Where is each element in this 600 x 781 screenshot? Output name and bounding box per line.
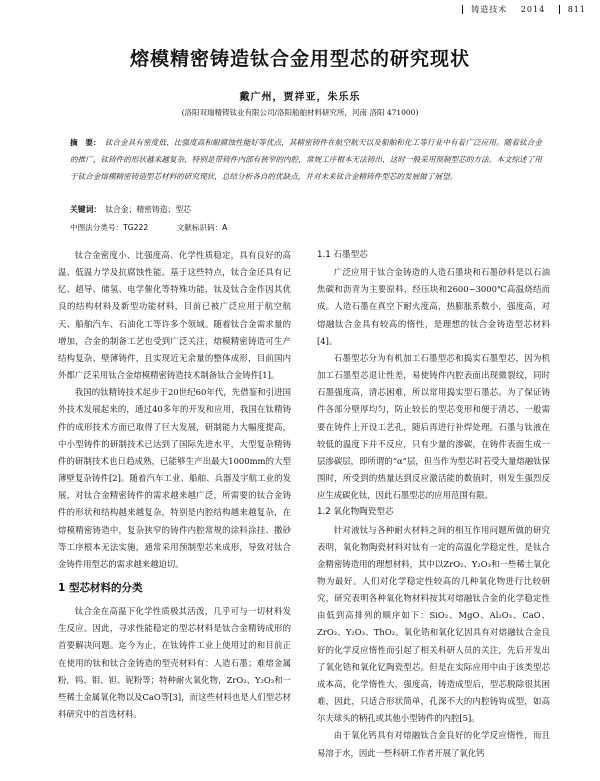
abstract-text: 钛合金具有密度低、比强度高和耐腐蚀性能好等优点，其精密铸件在航空航天以及船舶和化工等行业中有着广泛应用。随着钛合金的推广，钛铸件的形状越来越复杂，特别是带铸件内部有狭窄的内腔，常规工序根本无法铸出，这时一般采用预制型芯的方法。本文综述了用于钛合金熔模精密铸造型芯材料的研究现状，总结分析各自的优缺点，并对未来钛合金精铸件型芯的发展做了展望。 xyxy=(70,138,543,181)
classification-line xyxy=(70,222,542,233)
keywords-text: 钛合金；精密铸造；型芯 xyxy=(105,205,191,214)
header-page-number: 811 xyxy=(559,5,586,14)
subsection-heading: 1.1 石墨型芯 xyxy=(317,250,368,260)
abstract xyxy=(70,134,542,185)
abstract-label: 摘 要： xyxy=(70,138,101,147)
right-column xyxy=(317,247,550,762)
header-issue: 2014 xyxy=(520,5,546,14)
section-heading: 1 型芯材料的分类 xyxy=(58,581,143,594)
document-code: 文献标识码：A xyxy=(176,223,228,232)
paper-title: 熔模精密铸造钛合金用型芯的研究现状 xyxy=(129,48,470,70)
keywords-label: 关键词： xyxy=(70,205,102,214)
clc-number: 中图法分类号：TG222 xyxy=(70,223,149,232)
body-paragraph: 钛合金在高温下化学性质极其活泼，几乎可与一切材料发生反应。因此，寻求性能稳定的型芯材料是钛合金精铸成形的首要解决问题。迄今为止，在钛铸件工业上使用过的和目前正在使用的钛和钛合金铸造的型壳材料有：人造石墨；难熔金属粉，钨、钼、钽、铌粉等；特种耐火氧化物，ZrO₂、Y₂O₃和一些稀土金属氧化物以及CaO等[3]，而这些材料也是人们型芯材料研究中的首选材料。 xyxy=(58,606,291,720)
body-paragraph: 我国的钛精铸技术起步于20世纪60年代，先借鉴和引进国外技术发展起来的，通过40多年的开发和应用，我国在钛精铸件的成形技术方面已取得了巨大发展，研制能力大幅度提高，中小型铸件的研制技术已达到了国际先进水平，大型复杂精铸件的研制技术也日趋成熟，已能够生产出最大1000mm的大型薄壁复杂铸件[2]。随着汽车工业、船舶、兵器及宇航工业的发展，对钛合金精密铸件的需求越来越广泛，所需要的钛合金铸件的形状和结构越来越复杂，特别是内腔结构越来越复杂，在熔模精密铸造中，复杂狭窄的铸件内腔常规的涂料涂挂、撒砂等工序根本无法实施，通常采用预制型芯来成形，导致对钛合金铸件用型芯的需求越来越迫切。 xyxy=(58,387,291,569)
body-paragraph: 石墨型芯分为有机加工石墨型芯和捣实石墨型芯，因为机加工石墨型芯退让性差，易使铸件内腔表面出现微裂纹，同时石墨强度高，清芯困难，所以常用捣实型石墨芯。为了保证铸件各部分壁厚均匀，防止较长的型芯变形和便于清芯，一般需要在铸件上开设工艺孔，随后再进行补焊处理。石墨与钛液在较低的温度下并不反应，只有少量的渗碳，在铸件表面生成一层渗碳层，即所谓的“α”层，但当作为型芯时若受大量熔融钛保围时，所受到的热量达到反应激活能的数值时，则发生强烈反应生成碳化钛，因此石墨型芯的应用范围有限。 xyxy=(317,352,550,501)
left-column xyxy=(58,247,291,723)
running-header xyxy=(452,4,586,15)
body-paragraph: 由于氧化钙具有对熔融钛合金良好的化学反应惰性，而且易溶于水，因此一些科研工作者开展了氧化钙 xyxy=(317,730,550,758)
subsection-heading: 1.2 氧化物陶瓷型芯 xyxy=(317,507,394,518)
body-paragraph: 针对液钛与各种耐火材料之间的相互作用问题所做的研究表明，氧化物陶瓷材料对钛有一定的高温化学稳定性，是钛合金精密铸造用的理想材料，其中以ZrO₂、Y₂O₃和一些稀土氧化物为最好。人们对化学稳定性较高的几种氧化物进行比较研究，研究表明各种氧化物材料按其对熔融钛合金的化学稳定性由低到高排列的顺序如下：SiO₂、MgO、Al₂O₃、CaO、ZrO₂、Y₂O₃、ThO₂。氧化锆和氧化钇因具有对熔融钛合金良好的化学反应惰性而引起了相关科研人员的关注，先后开发出了氧化锆和氧化钇陶瓷型芯。但是在实际应用中由于该类型芯成本高，化学惰性大，强度高，铸造成型后，型芯脱除很其困难，因此，只适合形状简单，孔深不大的内腔铸钩成型，如高尔夫球头的柄孔或其他小型铸件的内腔[5]。 xyxy=(317,524,550,724)
authors: 戴广州，贾祥亚，朱乐乐 xyxy=(239,92,361,103)
header-journal: 铸造技术 xyxy=(462,5,507,14)
body-paragraph: 广泛应用于钛合金铸造的人造石墨块和石墨砂料是以石油焦碳和沥青为主要原料，经压块和2600~3000℃高温烧结而成。人造石墨在真空下耐火度高，热膨胀系数小，强度高，对熔融钛合金具有较高的惰性，是理想的钛合金铸造型芯材料[4]。 xyxy=(317,267,550,346)
body-paragraph: 钛合金密度小、比强度高、化学性质稳定，具有良好的高温、低温力学及抗腐蚀性能。基于这些特点，钛合金还具有记忆、超导、储氢、电学催化等特殊功能，钛及钛合金作因其优良的结构材料及新型功能材料，目前已被广泛应用于航空航天、船舶汽车、石油化工等许多个领域。随着钛合金需求量的增加，合金的制备工艺也受到广泛关注，熔模精密铸造可生产结构复杂、壁薄铸件，且实现近无余量的整体成形，目前国内外都广泛采用钛合金熔模精密铸造技术制备钛合金铸件[1]。 xyxy=(58,250,291,381)
keywords xyxy=(70,204,542,215)
affiliation: (洛阳双瑞精铸钛业有限公司/洛阳船舶材料研究所，河南 洛阳 471000) xyxy=(181,108,419,117)
